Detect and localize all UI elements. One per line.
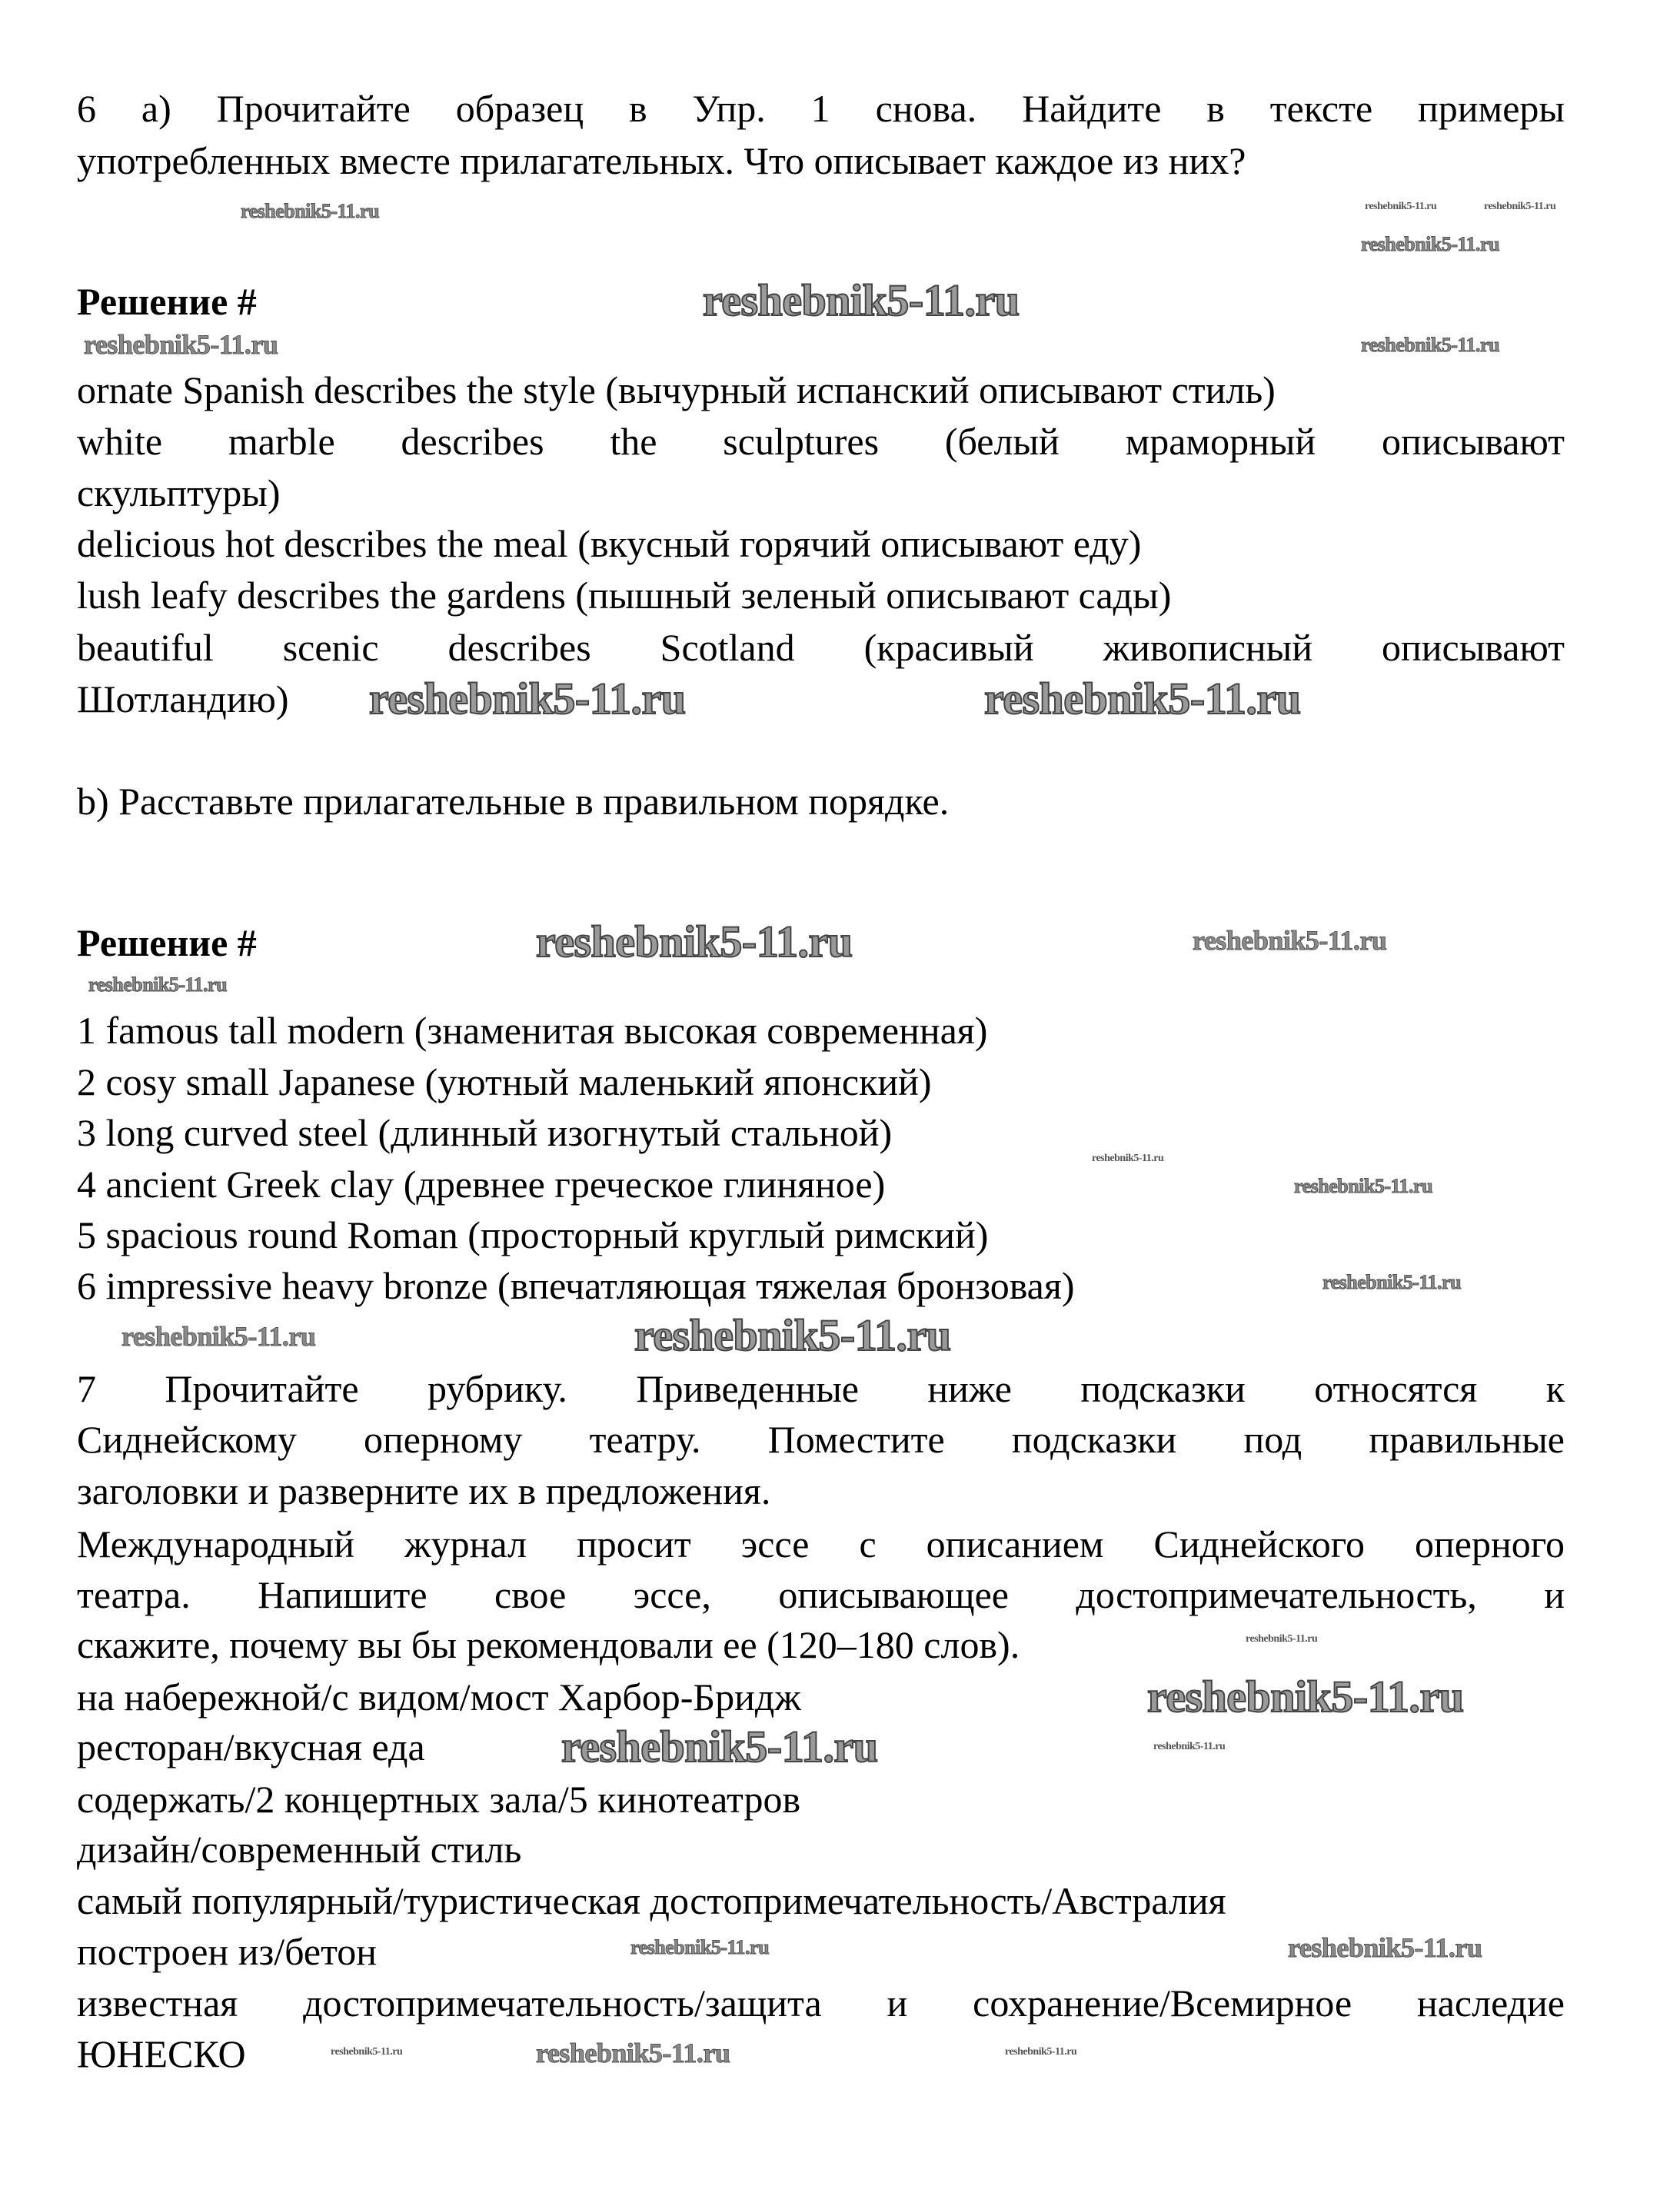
solution-heading-a: Решение # (77, 280, 257, 323)
watermark: reshebnik5-11.ru (1294, 1175, 1433, 1197)
watermark: reshebnik5-11.ru (121, 1321, 316, 1352)
hint-line: ресторан/вкусная еда (77, 1725, 425, 1768)
exercise-7-line: театра. Напишите свое эссе, описывающее достопримечательность, и (77, 1573, 1565, 1616)
exercise-6a-line-1: 6 a) Прочитайте образец в Упр. 1 снова. Найдите в тексте примеры (77, 87, 1565, 130)
solution-b-line: 1 famous tall modern (знаменитая высокая современная) (77, 1009, 988, 1052)
exercise-7-line: скажите, почему вы бы рекомендовали ее (120–180 слов). (77, 1623, 1020, 1666)
solution-a-line: Шотландию) (77, 677, 289, 720)
solution-b-line: 5 spacious round Roman (просторный круглый римский) (77, 1213, 989, 1256)
solution-a-line: lush leafy describes the gardens (пышный зеленый описывают сады) (77, 574, 1172, 617)
watermark: reshebnik5-11.ru (634, 1310, 951, 1360)
watermark: reshebnik5-11.ru (1322, 1271, 1462, 1293)
solution-a-line: скульптуры) (77, 471, 281, 514)
watermark: reshebnik5-11.ru (1365, 201, 1437, 212)
solution-b-line: 4 ancient Greek clay (древнее греческое глиняное) (77, 1163, 886, 1206)
exercise-7-line: 7 Прочитайте рубрику. Приведенные ниже подсказки относятся к (77, 1367, 1565, 1410)
watermark: reshebnik5-11.ru (1484, 201, 1556, 212)
solution-a-line: ornate Spanish describes the style (вычурный испанский описывают стиль) (77, 368, 1276, 411)
hint-line: построен из/бетон (77, 1930, 378, 1973)
watermark: reshebnik5-11.ru (1361, 334, 1500, 356)
watermark: reshebnik5-11.ru (984, 674, 1301, 724)
hint-line: самый популярный/туристическая достопримечательность/Австралия (77, 1879, 1226, 1922)
hint-line: содержать/2 концертных зала/5 кинотеатров (77, 1778, 801, 1821)
hint-line: на набережной/с видом/мост Харбор-Бридж (77, 1675, 801, 1719)
exercise-7-line: Сиднейскому оперному театру. Поместите подсказки под правильные (77, 1418, 1565, 1461)
watermark: reshebnik5-11.ru (241, 200, 380, 222)
watermark: reshebnik5-11.ru (84, 329, 278, 360)
watermark: reshebnik5-11.ru (331, 2046, 403, 2058)
watermark: reshebnik5-11.ru (536, 2038, 730, 2068)
exercise-6a-line-2: употребленных вместе прилагательных. Что описывает каждое из них? (77, 139, 1246, 182)
hint-line: известная достопримечательность/защита и сохранение/Всемирное наследие (77, 1981, 1565, 2025)
watermark: reshebnik5-11.ru (1246, 1633, 1318, 1645)
hint-line: ЮНЕСКО (77, 2032, 246, 2075)
solution-a-line: white marble describes the sculptures (белый мраморный описывают (77, 420, 1565, 463)
exercise-7-line: Международный журнал просит эссе с описанием Сиднейского оперного (77, 1522, 1565, 1565)
watermark: reshebnik5-11.ru (703, 275, 1020, 325)
watermark: reshebnik5-11.ru (1361, 233, 1500, 255)
watermark: reshebnik5-11.ru (1288, 1932, 1482, 1963)
solution-b-line: 2 cosy small Japanese (уютный маленький японский) (77, 1060, 932, 1103)
watermark: reshebnik5-11.ru (630, 1936, 770, 1958)
watermark: reshebnik5-11.ru (1153, 1741, 1226, 1752)
solution-b-line: 6 impressive heavy bronze (впечатляющая тяжелая бронзовая) (77, 1264, 1075, 1307)
exercise-6b-line: b) Расставьте прилагательные в правильном порядке. (77, 780, 950, 823)
solution-heading-b: Решение # (77, 921, 257, 964)
watermark: reshebnik5-11.ru (536, 917, 853, 967)
watermark: reshebnik5-11.ru (88, 973, 228, 996)
watermark: reshebnik5-11.ru (1193, 925, 1387, 956)
watermark: reshebnik5-11.ru (561, 1722, 878, 1772)
watermark: reshebnik5-11.ru (1147, 1672, 1464, 1722)
watermark: reshebnik5-11.ru (1092, 1153, 1164, 1164)
solution-b-line: 3 long curved steel (длинный изогнутый стальной) (77, 1111, 893, 1154)
watermark: reshebnik5-11.ru (1005, 2046, 1077, 2058)
exercise-7-line: заголовки и разверните их в предложения. (77, 1469, 771, 1512)
hint-line: дизайн/современный стиль (77, 1828, 522, 1871)
watermark: reshebnik5-11.ru (369, 674, 686, 724)
solution-a-line: beautiful scenic describes Scotland (красивый живописный описывают (77, 626, 1565, 669)
solution-a-line: delicious hot describes the meal (вкусный горячий описывают еду) (77, 522, 1142, 565)
